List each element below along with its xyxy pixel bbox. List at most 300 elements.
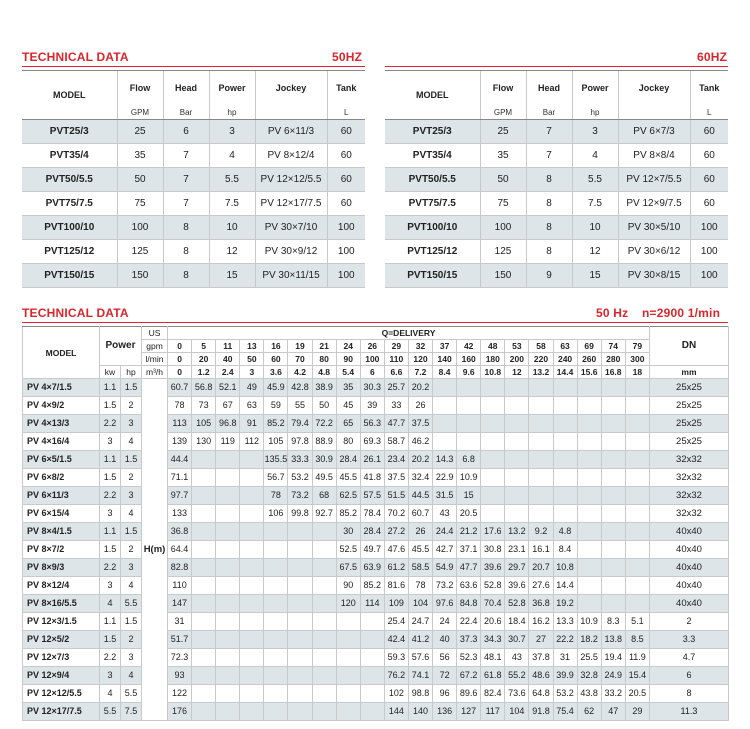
cell-head-value (264, 631, 288, 649)
cell-head-value (505, 397, 529, 415)
unit-gpm: gpm (142, 340, 168, 353)
cell-head-value (312, 685, 336, 703)
m3h-value: 1.2 (192, 366, 216, 379)
gpm-value: 42 (457, 340, 481, 353)
col-jockey: Jockey (618, 71, 690, 106)
cell-head-value: 122 (168, 685, 192, 703)
table-row (385, 240, 728, 264)
cell-head-value: 11.9 (625, 649, 649, 667)
cell-model: PVT125/12 (385, 240, 480, 264)
cell-head-value (625, 451, 649, 469)
cell-head-value: 16.1 (529, 541, 553, 559)
cell-head-value: 16.2 (529, 613, 553, 631)
cell-dn: 25x25 (649, 433, 728, 451)
cell-head-value: 34.3 (481, 631, 505, 649)
cell-head-value: 5.1 (625, 613, 649, 631)
table-60hz (385, 70, 728, 288)
cell-tank: 100 (327, 216, 365, 240)
cell-kw: 3 (100, 505, 121, 523)
cell-head-value: 30.3 (360, 379, 384, 397)
cell-head-value (481, 487, 505, 505)
cell-flow: 25 (117, 120, 163, 144)
cell-head-value: 49 (240, 379, 264, 397)
cell-head-value: 20.5 (625, 685, 649, 703)
cell-head-value (457, 433, 481, 451)
cell-jockey: PV 30×7/10 (255, 216, 327, 240)
cell-head-value: 91 (240, 415, 264, 433)
cell-head-value: 41.2 (408, 631, 432, 649)
cell-flow: 75 (480, 192, 526, 216)
lmin-value: 40 (216, 353, 240, 366)
table-row (23, 505, 729, 523)
gpm-value: 58 (529, 340, 553, 353)
cell-head-value: 139 (168, 433, 192, 451)
gpm-value: 79 (625, 340, 649, 353)
cell-tank: 100 (327, 264, 365, 288)
delivery-table (22, 326, 729, 721)
unit-head: Bar (163, 105, 209, 120)
cell-head-value: 70.2 (384, 505, 408, 523)
cell-head-value (457, 379, 481, 397)
cell-head-value: 48.6 (529, 667, 553, 685)
cell-head-value: 102 (384, 685, 408, 703)
cell-head-value (240, 451, 264, 469)
cell-head-value (216, 505, 240, 523)
cell-head-value (457, 397, 481, 415)
cell-head-value (312, 613, 336, 631)
cell-power: 7.5 (572, 192, 618, 216)
unit-jockey (618, 105, 690, 120)
cell-tank: 100 (690, 216, 728, 240)
cell-head-value: 47 (601, 703, 625, 721)
cell-head-value (312, 559, 336, 577)
cell-model: PV 6×5/1.5 (23, 451, 100, 469)
cell-head-value (240, 613, 264, 631)
cell-head-value (288, 703, 312, 721)
cell-hp: 3 (121, 487, 142, 505)
cell-kw: 3 (100, 667, 121, 685)
bottom-rule (22, 322, 728, 323)
cell-head-value (625, 415, 649, 433)
cell-head-value (601, 577, 625, 595)
cell-head: 8 (526, 192, 572, 216)
bottom-section-title: TECHNICAL DATA (22, 306, 129, 320)
cell-kw: 1.5 (100, 541, 121, 559)
m3h-value: 4.8 (312, 366, 336, 379)
cell-head-value (481, 433, 505, 451)
lmin-value: 200 (505, 353, 529, 366)
cell-head-value: 10.9 (577, 613, 601, 631)
table-row (22, 120, 365, 144)
cell-head-value: 8 (649, 685, 728, 703)
cell-head-value (601, 451, 625, 469)
cell-head-value: 42.4 (384, 631, 408, 649)
cell-head-value (192, 649, 216, 667)
cell-head: 7 (163, 144, 209, 168)
cell-head-value: 43 (433, 505, 457, 523)
cell-head-value (601, 469, 625, 487)
lmin-value: 140 (433, 353, 457, 366)
cell-head-value: 15 (457, 487, 481, 505)
cell-model: PVT75/7.5 (385, 192, 480, 216)
cell-head-value: 105 (192, 415, 216, 433)
cell-head-value: 22.2 (553, 631, 577, 649)
cell-head-value: 20.5 (457, 505, 481, 523)
unit-us: US (142, 327, 168, 340)
m3h-value: 15.6 (577, 366, 601, 379)
cell-flow: 150 (117, 264, 163, 288)
cell-head-value: 39.9 (553, 667, 577, 685)
cell-head-value (481, 451, 505, 469)
col-model: MODEL (22, 71, 117, 120)
cell-head-value (505, 469, 529, 487)
cell-head: 7 (163, 192, 209, 216)
cell-head-value (240, 469, 264, 487)
cell-head-value (577, 433, 601, 451)
cell-head-value (625, 487, 649, 505)
cell-head-value: 39.6 (505, 577, 529, 595)
cell-head-value: 19.2 (553, 595, 577, 613)
cell-head-value (625, 433, 649, 451)
cell-head-value (553, 451, 577, 469)
bottom-freq-label: 50 Hz (596, 306, 629, 320)
cell-head-value: 51.7 (168, 631, 192, 649)
cell-kw: 3 (100, 433, 121, 451)
cell-head-value: 9.2 (529, 523, 553, 541)
cell-head-value: 26.1 (360, 451, 384, 469)
cell-head-value: 26 (408, 523, 432, 541)
cell-head-value: 27.2 (384, 523, 408, 541)
cell-head-value: 47.7 (457, 559, 481, 577)
cell-head-value: 40 (433, 631, 457, 649)
cell-head-value (601, 379, 625, 397)
cell-head-value: 52.8 (481, 577, 505, 595)
cell-head-value: 13.3 (553, 613, 577, 631)
cell-head-value (625, 595, 649, 613)
cell-head-value (577, 487, 601, 505)
cell-head-value: 44.4 (168, 451, 192, 469)
cell-head-value (505, 505, 529, 523)
cell-head-value: 106 (264, 505, 288, 523)
cell-head-value: 98.8 (408, 685, 432, 703)
cell-head-value: 73.2 (288, 487, 312, 505)
m3h-value: 12 (505, 366, 529, 379)
cell-dn: 40x40 (649, 541, 728, 559)
unit-mm: mm (649, 366, 728, 379)
top-section-title: TECHNICAL DATA (22, 50, 129, 64)
cell-kw: 2.2 (100, 559, 121, 577)
cell-power: 15 (209, 264, 255, 288)
cell-head-value: 27.6 (529, 577, 553, 595)
cell-head-value: 62.5 (336, 487, 360, 505)
cell-head-value: 84.8 (457, 595, 481, 613)
cell-model: PVT125/12 (22, 240, 117, 264)
cell-head-value (360, 613, 384, 631)
cell-head-value (336, 613, 360, 631)
unit-tank: L (690, 105, 728, 120)
cell-head-value: 37.8 (529, 649, 553, 667)
cell-model: PV 12×3/1.5 (23, 613, 100, 631)
cell-head-value (264, 523, 288, 541)
cell-head-value: 55.2 (505, 667, 529, 685)
cell-head-value: 36.8 (168, 523, 192, 541)
cell-head-value (457, 415, 481, 433)
cell-model: PV 8×4/1.5 (23, 523, 100, 541)
m3h-value: 13.2 (529, 366, 553, 379)
cell-head-value: 55 (288, 397, 312, 415)
cell-head-value (577, 469, 601, 487)
cell-head-value: 58.7 (384, 433, 408, 451)
cell-head-value: 97.8 (288, 433, 312, 451)
cell-kw: 1.5 (100, 631, 121, 649)
cell-head-value: 109 (384, 595, 408, 613)
cell-head-value (577, 415, 601, 433)
cell-head-value: 21.2 (457, 523, 481, 541)
cell-head-value: 68 (312, 487, 336, 505)
cell-jockey: PV 12×9/7.5 (618, 192, 690, 216)
cell-head-value: 130 (192, 433, 216, 451)
cell-head-value: 69.3 (360, 433, 384, 451)
cell-head-value (481, 469, 505, 487)
col-model: MODEL (23, 327, 100, 379)
cell-head-value: 8.4 (553, 541, 577, 559)
cell-head-value (264, 577, 288, 595)
cell-head-value (577, 397, 601, 415)
unit-jockey (255, 105, 327, 120)
cell-head-value: 22.4 (457, 613, 481, 631)
cell-head-value: 78 (168, 397, 192, 415)
cell-head-value (216, 613, 240, 631)
cell-tank: 100 (690, 240, 728, 264)
cell-head-value: 176 (168, 703, 192, 721)
cell-flow: 125 (480, 240, 526, 264)
cell-head-value (336, 631, 360, 649)
cell-flow: 75 (117, 192, 163, 216)
cell-head-value: 37.5 (384, 469, 408, 487)
table-row (23, 397, 729, 415)
cell-head-value: 33.2 (601, 685, 625, 703)
cell-head-value (264, 667, 288, 685)
cell-head-value (336, 685, 360, 703)
gpm-value: 19 (288, 340, 312, 353)
cell-head-value (264, 559, 288, 577)
cell-head-value (288, 595, 312, 613)
cell-model: PVT100/10 (22, 216, 117, 240)
cell-head-value (625, 505, 649, 523)
cell-head-value: 25.5 (577, 649, 601, 667)
cell-jockey: PV 6×7/3 (618, 120, 690, 144)
cell-head-value: 28.4 (336, 451, 360, 469)
cell-head-value (312, 631, 336, 649)
cell-head-value (577, 505, 601, 523)
cell-head-value (288, 667, 312, 685)
cell-head-value (529, 487, 553, 505)
cell-head-value: 20.6 (481, 613, 505, 631)
cell-head-value (433, 397, 457, 415)
cell-tank: 60 (327, 168, 365, 192)
cell-power: 12 (572, 240, 618, 264)
cell-head-value (601, 541, 625, 559)
table-row (23, 415, 729, 433)
cell-head-value: 46.2 (408, 433, 432, 451)
cell-model: PVT100/10 (385, 216, 480, 240)
cell-dn: 25x25 (649, 397, 728, 415)
lmin-value: 0 (168, 353, 192, 366)
col-power: Power (572, 71, 618, 106)
gpm-value: 37 (433, 340, 457, 353)
table-row (23, 685, 729, 703)
cell-kw: 1.5 (100, 469, 121, 487)
cell-tank: 60 (327, 144, 365, 168)
cell-head-value (529, 397, 553, 415)
cell-head-value (192, 541, 216, 559)
m3h-value: 3 (240, 366, 264, 379)
cell-head-value (216, 667, 240, 685)
cell-head-value: 140 (408, 703, 432, 721)
cell-head-value (264, 703, 288, 721)
cell-hp: 1.5 (121, 613, 142, 631)
cell-head-value: 23.1 (505, 541, 529, 559)
cell-head-value: 63 (240, 397, 264, 415)
cell-power: 5.5 (572, 168, 618, 192)
cell-flow: 150 (480, 264, 526, 288)
cell-head-value: 136 (433, 703, 457, 721)
cell-head-value (625, 559, 649, 577)
cell-head-value (529, 433, 553, 451)
cell-head-value: 99.8 (288, 505, 312, 523)
cell-head-value (264, 541, 288, 559)
cell-tank: 60 (690, 144, 728, 168)
cell-head-value (625, 523, 649, 541)
cell-head-value: 63.6 (457, 577, 481, 595)
cell-dn: 32x32 (649, 487, 728, 505)
cell-head-value (553, 433, 577, 451)
cell-head-value: 17.6 (481, 523, 505, 541)
cell-head-value: 52.5 (336, 541, 360, 559)
unit-power: hp (572, 105, 618, 120)
cell-hp: 4 (121, 577, 142, 595)
cell-head-value: 4.7 (649, 649, 728, 667)
cell-head-value: 73 (192, 397, 216, 415)
cell-head-value: 52.8 (505, 595, 529, 613)
cell-head-value: 114 (360, 595, 384, 613)
col-power: Power (209, 71, 255, 106)
cell-head: 8 (526, 240, 572, 264)
cell-head-value: 81.6 (384, 577, 408, 595)
lmin-value: 120 (408, 353, 432, 366)
cell-head: 8 (163, 240, 209, 264)
cell-head-value: 135.5 (264, 451, 288, 469)
cell-head-value: 58.5 (408, 559, 432, 577)
cell-head-value: 91.8 (529, 703, 553, 721)
cell-head-value (312, 577, 336, 595)
cell-head-value: 65 (336, 415, 360, 433)
cell-head-value (577, 595, 601, 613)
cell-head-value: 30.7 (505, 631, 529, 649)
col-flow: Flow (480, 71, 526, 106)
cell-head-value (264, 685, 288, 703)
cell-head-value (264, 595, 288, 613)
cell-model: PV 8×7/2 (23, 541, 100, 559)
cell-head-value (553, 505, 577, 523)
m3h-value: 9.6 (457, 366, 481, 379)
m3h-value: 3.6 (264, 366, 288, 379)
cell-tank: 60 (327, 192, 365, 216)
cell-head-value: 24.7 (408, 613, 432, 631)
cell-dn: 32x32 (649, 469, 728, 487)
cell-head-value (240, 487, 264, 505)
cell-head-value: 14.4 (553, 577, 577, 595)
cell-head-value: 112 (240, 433, 264, 451)
cell-model: PVT35/4 (385, 144, 480, 168)
cell-head: 7 (163, 168, 209, 192)
cell-head-value (288, 541, 312, 559)
cell-model: PV 6×15/4 (23, 505, 100, 523)
top-right-rule (385, 66, 728, 67)
cell-head-value (336, 703, 360, 721)
col-jockey: Jockey (255, 71, 327, 106)
unit-flow: GPM (480, 105, 526, 120)
cell-kw: 1.1 (100, 451, 121, 469)
cell-model: PVT35/4 (22, 144, 117, 168)
cell-head-value (529, 469, 553, 487)
gpm-value: 32 (408, 340, 432, 353)
table-row (23, 577, 729, 595)
cell-head-value: 80 (336, 433, 360, 451)
cell-head-value (312, 703, 336, 721)
cell-head-value (529, 505, 553, 523)
col-power: Power (100, 327, 142, 366)
cell-head-value: 53.2 (288, 469, 312, 487)
cell-hp: 7.5 (121, 703, 142, 721)
cell-head-value: 23.4 (384, 451, 408, 469)
cell-hp: 4 (121, 667, 142, 685)
m3h-value: 18 (625, 366, 649, 379)
unit-kw: kw (100, 366, 121, 379)
cell-head-value (192, 559, 216, 577)
cell-jockey: PV 12×7/5.5 (618, 168, 690, 192)
cell-head-value: 15.4 (625, 667, 649, 685)
cell-kw: 1.1 (100, 613, 121, 631)
cell-head-value: 3.3 (649, 631, 728, 649)
cell-head-value (192, 523, 216, 541)
cell-hp: 3 (121, 415, 142, 433)
cell-head-value (601, 595, 625, 613)
cell-head-value: 35 (336, 379, 360, 397)
cell-model: PV 12×5/2 (23, 631, 100, 649)
cell-head-value: 51.5 (384, 487, 408, 505)
lmin-value: 70 (288, 353, 312, 366)
cell-head-value: 45.5 (408, 541, 432, 559)
cell-head-value: 11.3 (649, 703, 728, 721)
cell-head-value (577, 577, 601, 595)
cell-hp: 2 (121, 541, 142, 559)
m3h-value: 10.8 (481, 366, 505, 379)
cell-tank: 60 (327, 120, 365, 144)
cell-head-value: 147 (168, 595, 192, 613)
cell-head-value: 56.3 (360, 415, 384, 433)
cell-head-value: 113 (168, 415, 192, 433)
gpm-value: 0 (168, 340, 192, 353)
cell-head-value: 64.8 (529, 685, 553, 703)
col-head: Head (526, 71, 572, 106)
cell-head-value (192, 469, 216, 487)
cell-head-value: 82.8 (168, 559, 192, 577)
cell-hp: 1.5 (121, 379, 142, 397)
cell-head-value (216, 469, 240, 487)
cell-head-value: 71.1 (168, 469, 192, 487)
unit-tank: L (327, 105, 365, 120)
